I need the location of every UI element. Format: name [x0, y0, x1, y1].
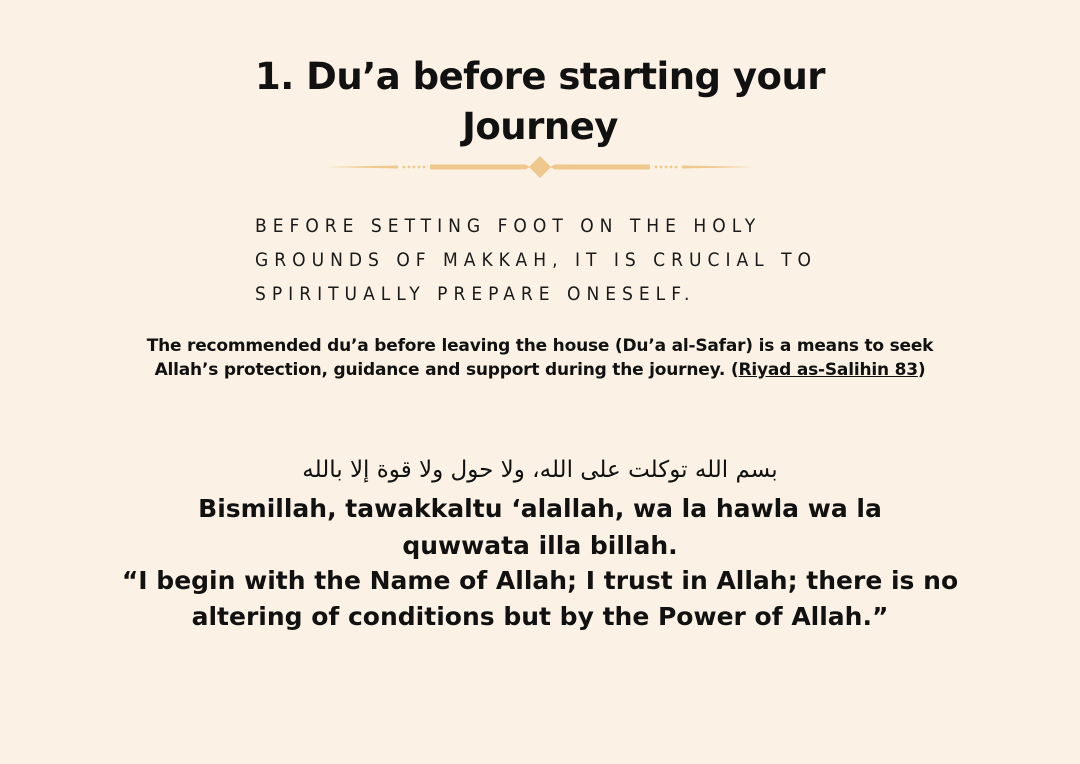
decorative-divider	[320, 154, 760, 180]
recommendation-paragraph	[120, 334, 960, 382]
dua-transliteration	[0, 490, 1080, 564]
transliteration-line-2: quwwata illa billah.	[402, 531, 678, 560]
reference-link[interactable]: Riyad as-Salihin 83	[738, 360, 918, 380]
page-title-line-1: 1. Du’a before starting your	[254, 55, 826, 98]
transliteration-line-1: Bismillah, tawakkaltu ‘alallah, wa la hawla wa la	[198, 494, 882, 523]
page-title-line-2: Journey	[462, 105, 618, 148]
intro-paragraph: BEFORE SETTING FOOT ON THE HOLY GROUNDS OF MAKKAH, IT IS CRUCIAL TO SPIRITUALLY PREPARE ONESELF.	[255, 215, 818, 305]
recommendation-line-1: The recommended du’a before leaving the house (Du’a al-Safar) is a means to seek	[146, 336, 934, 356]
translation-line-1: “I begin with the Name of Allah; I trust in Allah; there is no	[121, 566, 959, 595]
recommendation-line-2	[120, 358, 960, 382]
dua-arabic: بسم الله توكلت على الله، ولا حول ولا قوة إلا بالله	[302, 457, 778, 483]
dua-translation	[0, 563, 1080, 635]
page-title	[0, 52, 1080, 152]
recommendation-line-2-text: Allah’s protection, guidance and support during the journey. (	[154, 360, 739, 380]
recommendation-closing-paren: )	[917, 360, 926, 380]
translation-line-2: altering of conditions but by the Power of Allah.”	[191, 602, 889, 631]
